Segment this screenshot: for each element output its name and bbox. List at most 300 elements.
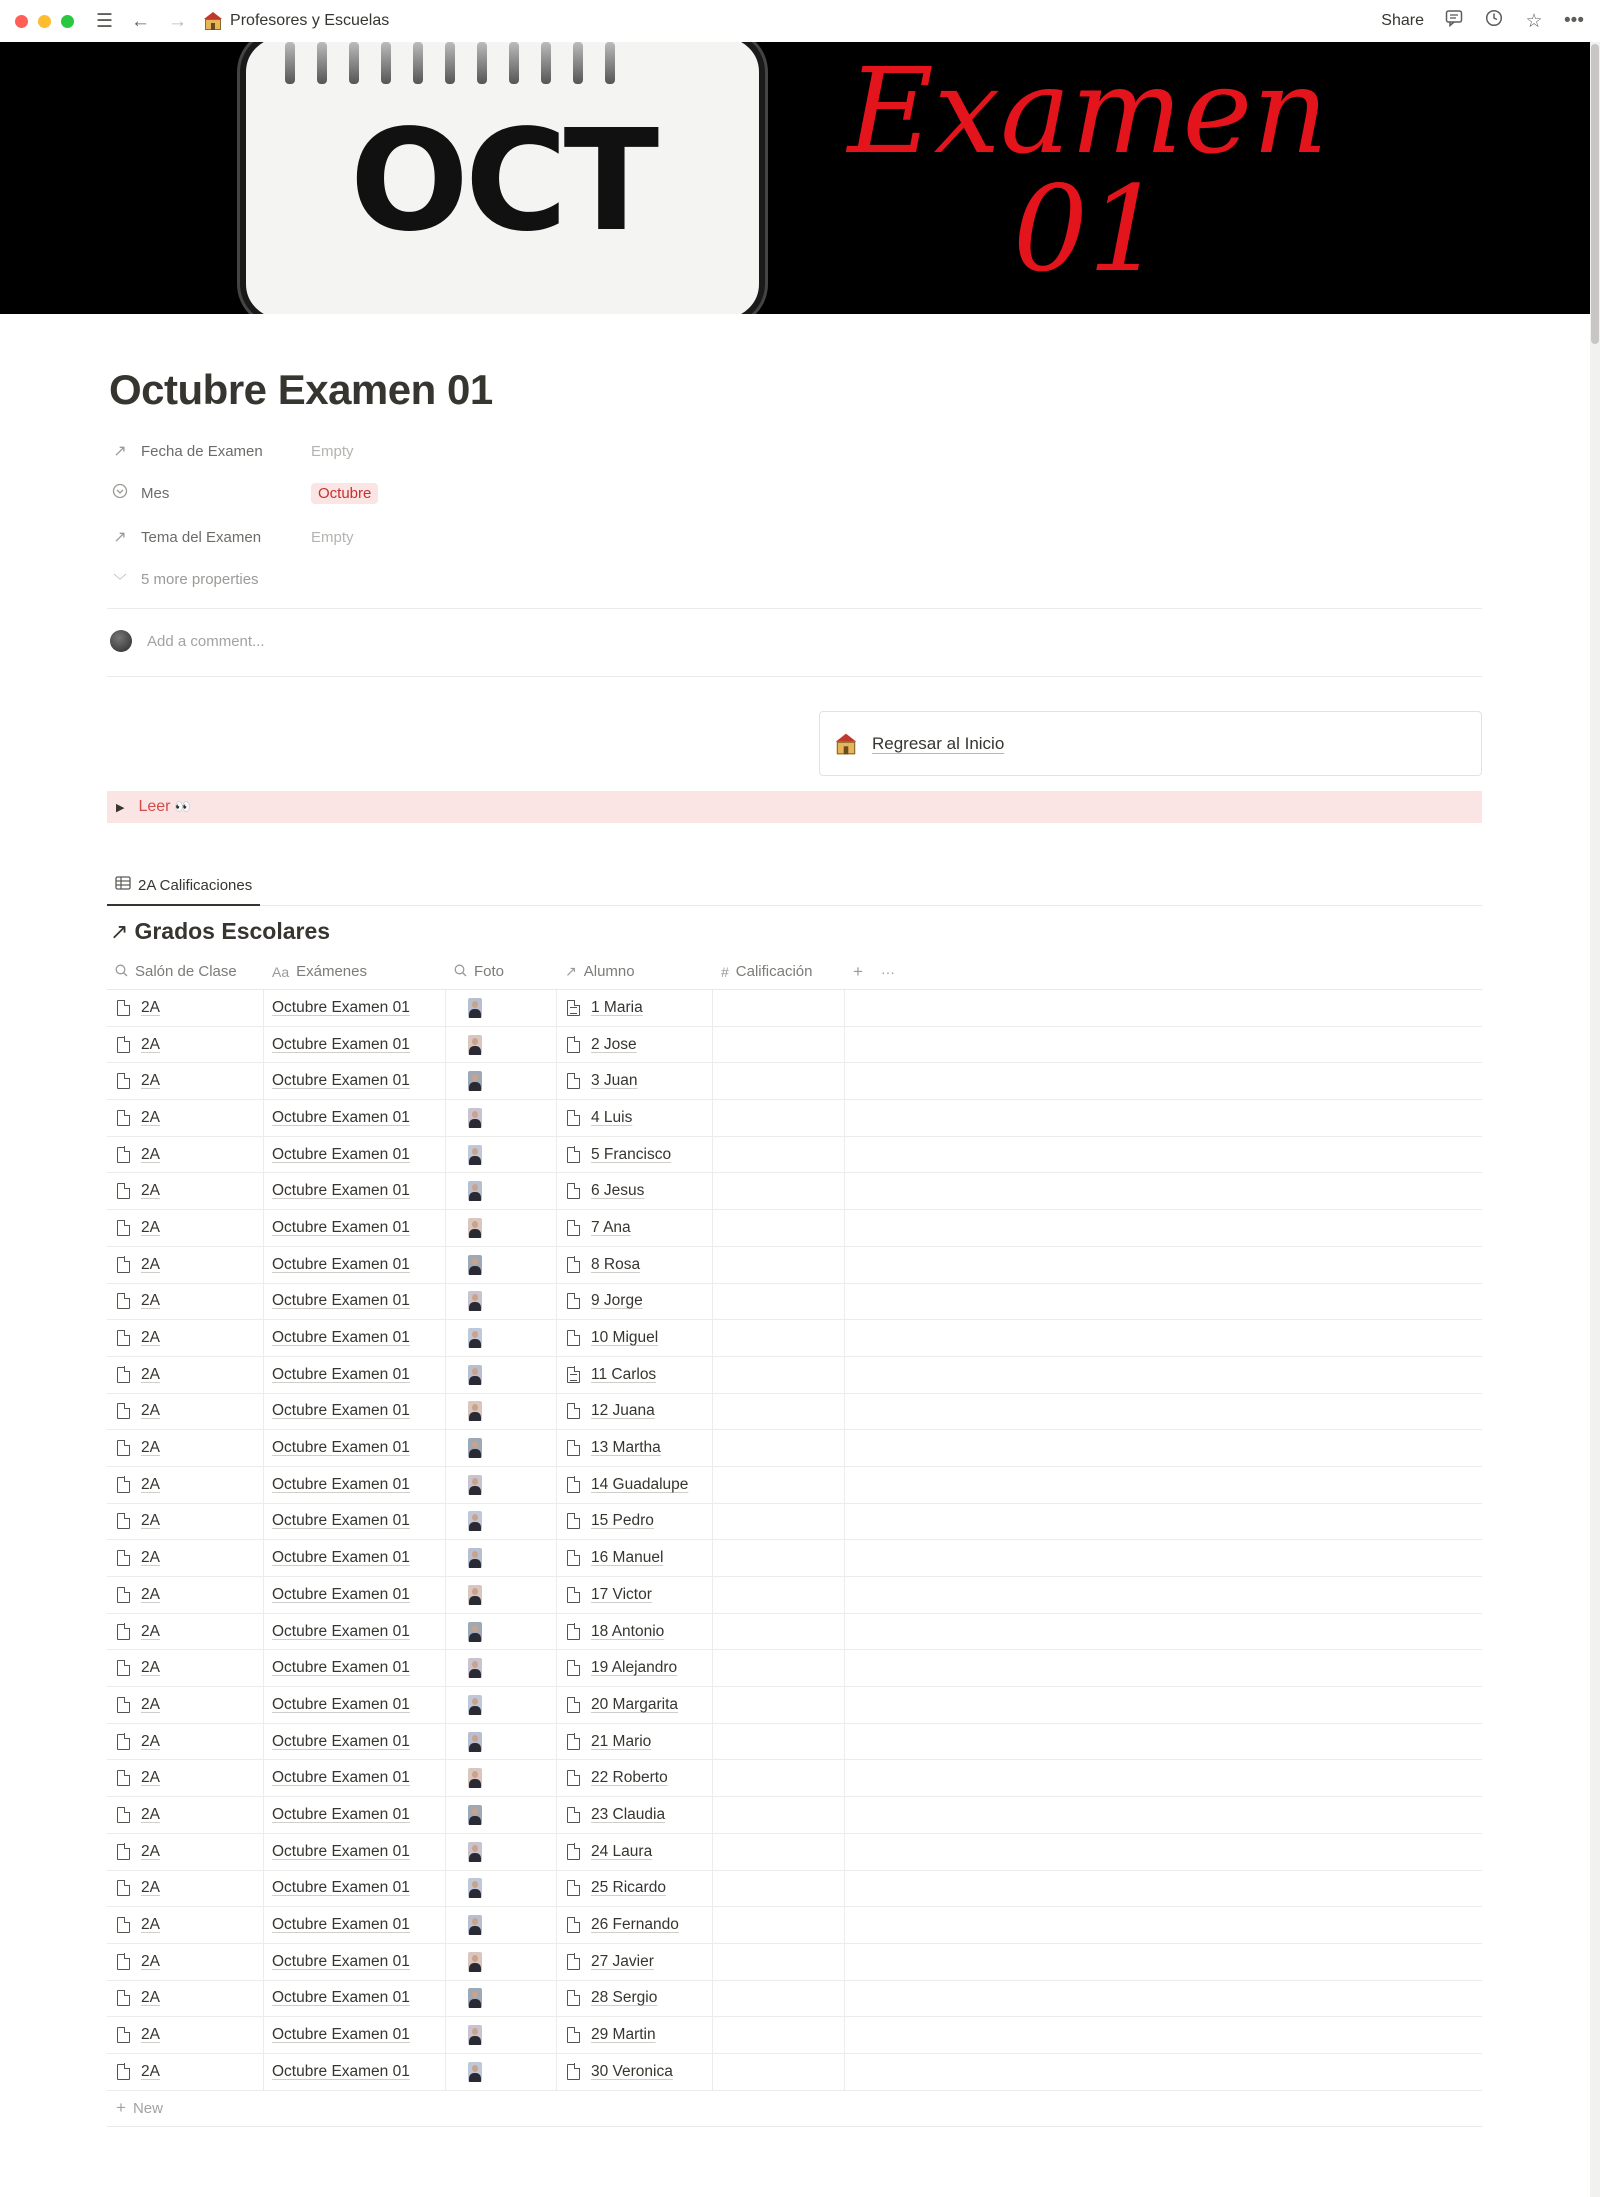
cell-examen[interactable] — [264, 1540, 446, 1576]
column-header-foto[interactable] — [446, 954, 557, 989]
cell-calificacion[interactable] — [713, 1650, 845, 1686]
salon-value[interactable]: 2A — [141, 1585, 160, 1603]
alumno-value[interactable]: 29 Martin — [591, 2026, 656, 2044]
tab-2a-calificaciones[interactable] — [107, 866, 260, 906]
cell-examen[interactable] — [264, 1467, 446, 1503]
cell-salon[interactable] — [107, 1467, 264, 1503]
table-row[interactable] — [107, 1430, 1482, 1467]
student-photo[interactable] — [468, 1328, 482, 1348]
cell-salon[interactable] — [107, 1907, 264, 1943]
cell-alumno[interactable] — [557, 1467, 713, 1503]
salon-value[interactable]: 2A — [141, 1072, 160, 1090]
cell-calificacion[interactable] — [713, 1834, 845, 1870]
cell-foto[interactable] — [446, 1430, 557, 1466]
salon-value[interactable]: 2A — [141, 1952, 160, 1970]
table-row[interactable] — [107, 1394, 1482, 1431]
alumno-value[interactable]: 30 Veronica — [591, 2062, 673, 2080]
table-row[interactable] — [107, 1981, 1482, 2018]
examen-value[interactable]: Octubre Examen 01 — [272, 1549, 410, 1567]
salon-value[interactable]: 2A — [141, 2026, 160, 2044]
table-row[interactable] — [107, 1871, 1482, 1908]
cell-foto[interactable] — [446, 1540, 557, 1576]
examen-value[interactable]: Octubre Examen 01 — [272, 1989, 410, 2007]
cell-foto[interactable] — [446, 1320, 557, 1356]
examen-value[interactable]: Octubre Examen 01 — [272, 1475, 410, 1493]
maximize-window-button[interactable] — [61, 15, 74, 28]
history-icon[interactable] — [1484, 9, 1504, 33]
student-photo[interactable] — [468, 1548, 482, 1568]
salon-value[interactable]: 2A — [141, 1218, 160, 1236]
cell-examen[interactable] — [264, 1210, 446, 1246]
table-row[interactable] — [107, 1797, 1482, 1834]
back-arrow-icon[interactable]: ← — [131, 10, 151, 32]
cell-salon[interactable] — [107, 1247, 264, 1283]
cell-calificacion[interactable] — [713, 1871, 845, 1907]
breadcrumb[interactable] — [203, 12, 389, 30]
cell-examen[interactable] — [264, 1063, 446, 1099]
salon-value[interactable]: 2A — [141, 1255, 160, 1273]
salon-value[interactable]: 2A — [141, 998, 160, 1016]
cell-alumno[interactable] — [557, 1430, 713, 1466]
alumno-value[interactable]: 1 Maria — [591, 998, 643, 1016]
student-photo[interactable] — [468, 1401, 482, 1421]
examen-value[interactable]: Octubre Examen 01 — [272, 1182, 410, 1200]
property-fecha-de-examen[interactable] — [107, 436, 354, 466]
student-photo[interactable] — [468, 1732, 482, 1752]
examen-value[interactable]: Octubre Examen 01 — [272, 1072, 410, 1090]
examen-value[interactable]: Octubre Examen 01 — [272, 1952, 410, 1970]
table-row[interactable] — [107, 1320, 1482, 1357]
salon-value[interactable]: 2A — [141, 1512, 160, 1530]
cell-alumno[interactable] — [557, 1797, 713, 1833]
alumno-value[interactable]: 25 Ricardo — [591, 1879, 666, 1897]
student-photo[interactable] — [468, 998, 482, 1018]
page-title[interactable]: Octubre Examen 01 — [109, 366, 493, 413]
student-photo[interactable] — [468, 1915, 482, 1935]
cell-examen[interactable] — [264, 1284, 446, 1320]
cell-alumno[interactable] — [557, 1137, 713, 1173]
table-row[interactable] — [107, 2054, 1482, 2091]
cell-salon[interactable] — [107, 1871, 264, 1907]
examen-value[interactable]: Octubre Examen 01 — [272, 1879, 410, 1897]
student-photo[interactable] — [468, 1805, 482, 1825]
cell-examen[interactable] — [264, 1320, 446, 1356]
comment-icon[interactable] — [1444, 9, 1464, 33]
salon-value[interactable]: 2A — [141, 1365, 160, 1383]
cell-examen[interactable] — [264, 1027, 446, 1063]
student-photo[interactable] — [468, 1438, 482, 1458]
examen-value[interactable]: Octubre Examen 01 — [272, 1842, 410, 1860]
salon-value[interactable]: 2A — [141, 1769, 160, 1787]
cell-foto[interactable] — [446, 1173, 557, 1209]
share-button[interactable]: Share — [1381, 12, 1424, 29]
examen-value[interactable]: Octubre Examen 01 — [272, 1365, 410, 1383]
examen-value[interactable]: Octubre Examen 01 — [272, 1916, 410, 1934]
table-row[interactable] — [107, 1540, 1482, 1577]
cell-calificacion[interactable] — [713, 1907, 845, 1943]
cell-examen[interactable] — [264, 990, 446, 1026]
cell-salon[interactable] — [107, 1320, 264, 1356]
examen-value[interactable]: Octubre Examen 01 — [272, 1145, 410, 1163]
menu-icon[interactable]: ☰ — [96, 10, 114, 32]
cell-foto[interactable] — [446, 2017, 557, 2053]
examen-value[interactable]: Octubre Examen 01 — [272, 1805, 410, 1823]
alumno-value[interactable]: 15 Pedro — [591, 1512, 654, 1530]
alumno-value[interactable]: 9 Jorge — [591, 1292, 643, 1310]
cell-examen[interactable] — [264, 1247, 446, 1283]
cell-examen[interactable] — [264, 1394, 446, 1430]
cell-foto[interactable] — [446, 1834, 557, 1870]
cell-salon[interactable] — [107, 1284, 264, 1320]
examen-value[interactable]: Octubre Examen 01 — [272, 1659, 410, 1677]
cell-examen[interactable] — [264, 1687, 446, 1723]
cell-alumno[interactable] — [557, 1100, 713, 1136]
examen-value[interactable]: Octubre Examen 01 — [272, 1329, 410, 1347]
salon-value[interactable]: 2A — [141, 1292, 160, 1310]
cell-foto[interactable] — [446, 1394, 557, 1430]
salon-value[interactable]: 2A — [141, 1842, 160, 1860]
cell-calificacion[interactable] — [713, 1173, 845, 1209]
table-row[interactable] — [107, 1834, 1482, 1871]
scrollbar-thumb[interactable] — [1591, 44, 1599, 344]
salon-value[interactable]: 2A — [141, 1145, 160, 1163]
student-photo[interactable] — [468, 1181, 482, 1201]
salon-value[interactable]: 2A — [141, 1695, 160, 1713]
student-photo[interactable] — [468, 1108, 482, 1128]
cell-salon[interactable] — [107, 1687, 264, 1723]
cell-foto[interactable] — [446, 990, 557, 1026]
cell-examen[interactable] — [264, 1614, 446, 1650]
cell-salon[interactable] — [107, 1944, 264, 1980]
alumno-value[interactable]: 23 Claudia — [591, 1805, 666, 1823]
alumno-value[interactable]: 17 Victor — [591, 1585, 652, 1603]
cell-calificacion[interactable] — [713, 1687, 845, 1723]
alumno-value[interactable]: 6 Jesus — [591, 1182, 645, 1200]
cell-calificacion[interactable] — [713, 1210, 845, 1246]
table-row[interactable] — [107, 1063, 1482, 1100]
cell-alumno[interactable] — [557, 1944, 713, 1980]
student-photo[interactable] — [468, 1695, 482, 1715]
cell-alumno[interactable] — [557, 1504, 713, 1540]
table-row[interactable] — [107, 1724, 1482, 1761]
alumno-value[interactable]: 13 Martha — [591, 1439, 661, 1457]
cell-calificacion[interactable] — [713, 1430, 845, 1466]
salon-value[interactable]: 2A — [141, 1989, 160, 2007]
cell-examen[interactable] — [264, 1981, 446, 2017]
cell-calificacion[interactable] — [713, 1063, 845, 1099]
cell-salon[interactable] — [107, 1173, 264, 1209]
table-row[interactable] — [107, 1467, 1482, 1504]
cell-calificacion[interactable] — [713, 1247, 845, 1283]
student-photo[interactable] — [468, 1622, 482, 1642]
property-value[interactable]: Empty — [311, 442, 354, 460]
examen-value[interactable]: Octubre Examen 01 — [272, 1622, 410, 1640]
cell-alumno[interactable] — [557, 2017, 713, 2053]
cell-salon[interactable] — [107, 1650, 264, 1686]
forward-arrow-icon[interactable]: → — [168, 10, 188, 32]
cell-foto[interactable] — [446, 1284, 557, 1320]
cell-alumno[interactable] — [557, 1834, 713, 1870]
student-photo[interactable] — [468, 1475, 482, 1495]
cell-calificacion[interactable] — [713, 1797, 845, 1833]
cell-foto[interactable] — [446, 1100, 557, 1136]
cell-salon[interactable] — [107, 1210, 264, 1246]
cell-alumno[interactable] — [557, 2054, 713, 2090]
cell-salon[interactable] — [107, 1394, 264, 1430]
salon-value[interactable]: 2A — [141, 1475, 160, 1493]
cell-salon[interactable] — [107, 1724, 264, 1760]
cell-salon[interactable] — [107, 1540, 264, 1576]
salon-value[interactable]: 2A — [141, 1916, 160, 1934]
cell-calificacion[interactable] — [713, 1577, 845, 1613]
home-link-button[interactable] — [819, 711, 1482, 776]
table-row[interactable] — [107, 1284, 1482, 1321]
examen-value[interactable]: Octubre Examen 01 — [272, 1108, 410, 1126]
table-row[interactable] — [107, 1027, 1482, 1064]
alumno-value[interactable]: 14 Guadalupe — [591, 1475, 689, 1493]
leer-toggle[interactable] — [107, 791, 1482, 823]
alumno-value[interactable]: 2 Jose — [591, 1035, 637, 1053]
student-photo[interactable] — [468, 1291, 482, 1311]
table-row[interactable] — [107, 1650, 1482, 1687]
cell-salon[interactable] — [107, 1430, 264, 1466]
cell-salon[interactable] — [107, 2054, 264, 2090]
cell-alumno[interactable] — [557, 1540, 713, 1576]
cell-salon[interactable] — [107, 1797, 264, 1833]
cell-examen[interactable] — [264, 2054, 446, 2090]
cell-alumno[interactable] — [557, 1320, 713, 1356]
salon-value[interactable]: 2A — [141, 1879, 160, 1897]
cell-foto[interactable] — [446, 1247, 557, 1283]
cell-salon[interactable] — [107, 1577, 264, 1613]
alumno-value[interactable]: 28 Sergio — [591, 1989, 658, 2007]
cell-salon[interactable] — [107, 1504, 264, 1540]
cell-alumno[interactable] — [557, 1650, 713, 1686]
cell-calificacion[interactable] — [713, 1614, 845, 1650]
student-photo[interactable] — [468, 1988, 482, 2008]
cell-alumno[interactable] — [557, 990, 713, 1026]
cell-foto[interactable] — [446, 1871, 557, 1907]
salon-value[interactable]: 2A — [141, 1329, 160, 1347]
cell-examen[interactable] — [264, 1834, 446, 1870]
cell-salon[interactable] — [107, 1137, 264, 1173]
cell-calificacion[interactable] — [713, 1137, 845, 1173]
cell-salon[interactable] — [107, 1614, 264, 1650]
cell-calificacion[interactable] — [713, 2017, 845, 2053]
cell-alumno[interactable] — [557, 1871, 713, 1907]
cell-alumno[interactable] — [557, 1577, 713, 1613]
table-row[interactable] — [107, 1687, 1482, 1724]
table-row[interactable] — [107, 1760, 1482, 1797]
table-row[interactable] — [107, 1100, 1482, 1137]
alumno-value[interactable]: 12 Juana — [591, 1402, 655, 1420]
cell-alumno[interactable] — [557, 1357, 713, 1393]
alumno-value[interactable]: 8 Rosa — [591, 1255, 641, 1273]
cell-calificacion[interactable] — [713, 1284, 845, 1320]
cell-calificacion[interactable] — [713, 1320, 845, 1356]
cell-foto[interactable] — [446, 1467, 557, 1503]
cell-foto[interactable] — [446, 1210, 557, 1246]
student-photo[interactable] — [468, 1878, 482, 1898]
cell-examen[interactable] — [264, 1650, 446, 1686]
salon-value[interactable]: 2A — [141, 2062, 160, 2080]
property-value[interactable]: Empty — [311, 528, 354, 546]
examen-value[interactable]: Octubre Examen 01 — [272, 2062, 410, 2080]
table-row[interactable] — [107, 2017, 1482, 2054]
cell-alumno[interactable] — [557, 1063, 713, 1099]
close-window-button[interactable] — [15, 15, 28, 28]
examen-value[interactable]: Octubre Examen 01 — [272, 1439, 410, 1457]
cell-alumno[interactable] — [557, 1724, 713, 1760]
student-photo[interactable] — [468, 1145, 482, 1165]
student-photo[interactable] — [468, 1511, 482, 1531]
cell-examen[interactable] — [264, 1137, 446, 1173]
table-row[interactable] — [107, 1247, 1482, 1284]
cell-alumno[interactable] — [557, 1247, 713, 1283]
salon-value[interactable]: 2A — [141, 1549, 160, 1567]
toggle-triangle-icon[interactable]: ▶ — [116, 801, 125, 814]
more-icon[interactable]: ··· — [880, 963, 895, 980]
cell-foto[interactable] — [446, 1981, 557, 2017]
cell-alumno[interactable] — [557, 1173, 713, 1209]
cell-examen[interactable] — [264, 1504, 446, 1540]
cell-foto[interactable] — [446, 1027, 557, 1063]
table-row[interactable] — [107, 1907, 1482, 1944]
cell-calificacion[interactable] — [713, 1540, 845, 1576]
property-tema-del-examen[interactable] — [107, 522, 354, 552]
cell-alumno[interactable] — [557, 1614, 713, 1650]
student-photo[interactable] — [468, 1842, 482, 1862]
student-photo[interactable] — [468, 2025, 482, 2045]
minimize-window-button[interactable] — [38, 15, 51, 28]
cell-calificacion[interactable] — [713, 990, 845, 1026]
student-photo[interactable] — [468, 1071, 482, 1091]
column-header-salon[interactable] — [107, 954, 264, 989]
salon-value[interactable]: 2A — [141, 1659, 160, 1677]
database-title[interactable] — [110, 918, 330, 945]
salon-value[interactable]: 2A — [141, 1622, 160, 1640]
cell-salon[interactable] — [107, 1063, 264, 1099]
cell-foto[interactable] — [446, 1724, 557, 1760]
student-photo[interactable] — [468, 1035, 482, 1055]
alumno-value[interactable]: 4 Luis — [591, 1108, 633, 1126]
cell-calificacion[interactable] — [713, 1394, 845, 1430]
cell-foto[interactable] — [446, 1357, 557, 1393]
alumno-value[interactable]: 21 Mario — [591, 1732, 652, 1750]
alumno-value[interactable]: 5 Francisco — [591, 1145, 672, 1163]
cell-alumno[interactable] — [557, 1394, 713, 1430]
alumno-value[interactable]: 24 Laura — [591, 1842, 653, 1860]
cell-calificacion[interactable] — [713, 1357, 845, 1393]
cell-foto[interactable] — [446, 1907, 557, 1943]
salon-value[interactable]: 2A — [141, 1108, 160, 1126]
salon-value[interactable]: 2A — [141, 1035, 160, 1053]
cell-examen[interactable] — [264, 1100, 446, 1136]
examen-value[interactable]: Octubre Examen 01 — [272, 1402, 410, 1420]
student-photo[interactable] — [468, 1585, 482, 1605]
alumno-value[interactable]: 11 Carlos — [591, 1365, 657, 1383]
student-photo[interactable] — [468, 1218, 482, 1238]
cell-examen[interactable] — [264, 1357, 446, 1393]
cell-calificacion[interactable] — [713, 1467, 845, 1503]
add-column-icon[interactable]: + — [853, 961, 863, 981]
cell-calificacion[interactable] — [713, 1504, 845, 1540]
alumno-value[interactable]: 19 Alejandro — [591, 1659, 678, 1677]
examen-value[interactable]: Octubre Examen 01 — [272, 1585, 410, 1603]
student-photo[interactable] — [468, 2062, 482, 2082]
table-row[interactable] — [107, 1210, 1482, 1247]
month-tag[interactable]: Octubre — [311, 483, 378, 504]
alumno-value[interactable]: 7 Ana — [591, 1218, 631, 1236]
table-row[interactable] — [107, 1614, 1482, 1651]
table-row[interactable] — [107, 1577, 1482, 1614]
cell-salon[interactable] — [107, 2017, 264, 2053]
alumno-value[interactable]: 10 Miguel — [591, 1329, 659, 1347]
comment-input[interactable] — [110, 630, 265, 652]
cell-alumno[interactable] — [557, 1210, 713, 1246]
more-properties-toggle[interactable] — [107, 564, 259, 594]
alumno-value[interactable]: 26 Fernando — [591, 1916, 679, 1934]
student-photo[interactable] — [468, 1658, 482, 1678]
alumno-value[interactable]: 18 Antonio — [591, 1622, 665, 1640]
cell-foto[interactable] — [446, 1063, 557, 1099]
cell-examen[interactable] — [264, 1760, 446, 1796]
cell-calificacion[interactable] — [713, 1981, 845, 2017]
salon-value[interactable]: 2A — [141, 1402, 160, 1420]
cell-foto[interactable] — [446, 1614, 557, 1650]
examen-value[interactable]: Octubre Examen 01 — [272, 1512, 410, 1530]
cell-alumno[interactable] — [557, 1760, 713, 1796]
cell-salon[interactable] — [107, 1027, 264, 1063]
cell-examen[interactable] — [264, 1871, 446, 1907]
cell-salon[interactable] — [107, 990, 264, 1026]
cell-examen[interactable] — [264, 2017, 446, 2053]
cell-examen[interactable] — [264, 1724, 446, 1760]
cell-salon[interactable] — [107, 1981, 264, 2017]
star-icon[interactable]: ☆ — [1525, 10, 1543, 32]
cell-examen[interactable] — [264, 1173, 446, 1209]
new-row-button[interactable] — [107, 2091, 1482, 2127]
cell-salon[interactable] — [107, 1100, 264, 1136]
cell-calificacion[interactable] — [713, 1027, 845, 1063]
column-header-examenes[interactable] — [264, 954, 446, 989]
cell-foto[interactable] — [446, 1577, 557, 1613]
salon-value[interactable]: 2A — [141, 1805, 160, 1823]
cell-calificacion[interactable] — [713, 1944, 845, 1980]
cell-alumno[interactable] — [557, 1981, 713, 2017]
more-icon[interactable]: ••• — [1564, 10, 1584, 31]
salon-value[interactable]: 2A — [141, 1732, 160, 1750]
examen-value[interactable]: Octubre Examen 01 — [272, 998, 410, 1016]
cell-examen[interactable] — [264, 1577, 446, 1613]
examen-value[interactable]: Octubre Examen 01 — [272, 1732, 410, 1750]
alumno-value[interactable]: 27 Javier — [591, 1952, 654, 1970]
table-row[interactable] — [107, 990, 1482, 1027]
table-row[interactable] — [107, 1504, 1482, 1541]
scrollbar-track[interactable] — [1590, 42, 1600, 2197]
property-mes[interactable] — [107, 478, 378, 508]
examen-value[interactable]: Octubre Examen 01 — [272, 1769, 410, 1787]
cell-calificacion[interactable] — [713, 1100, 845, 1136]
examen-value[interactable]: Octubre Examen 01 — [272, 1695, 410, 1713]
cell-foto[interactable] — [446, 1944, 557, 1980]
column-header-alumno[interactable] — [557, 954, 713, 989]
cell-calificacion[interactable] — [713, 2054, 845, 2090]
cell-salon[interactable] — [107, 1834, 264, 1870]
cell-foto[interactable] — [446, 1760, 557, 1796]
cell-examen[interactable] — [264, 1430, 446, 1466]
table-row[interactable] — [107, 1357, 1482, 1394]
